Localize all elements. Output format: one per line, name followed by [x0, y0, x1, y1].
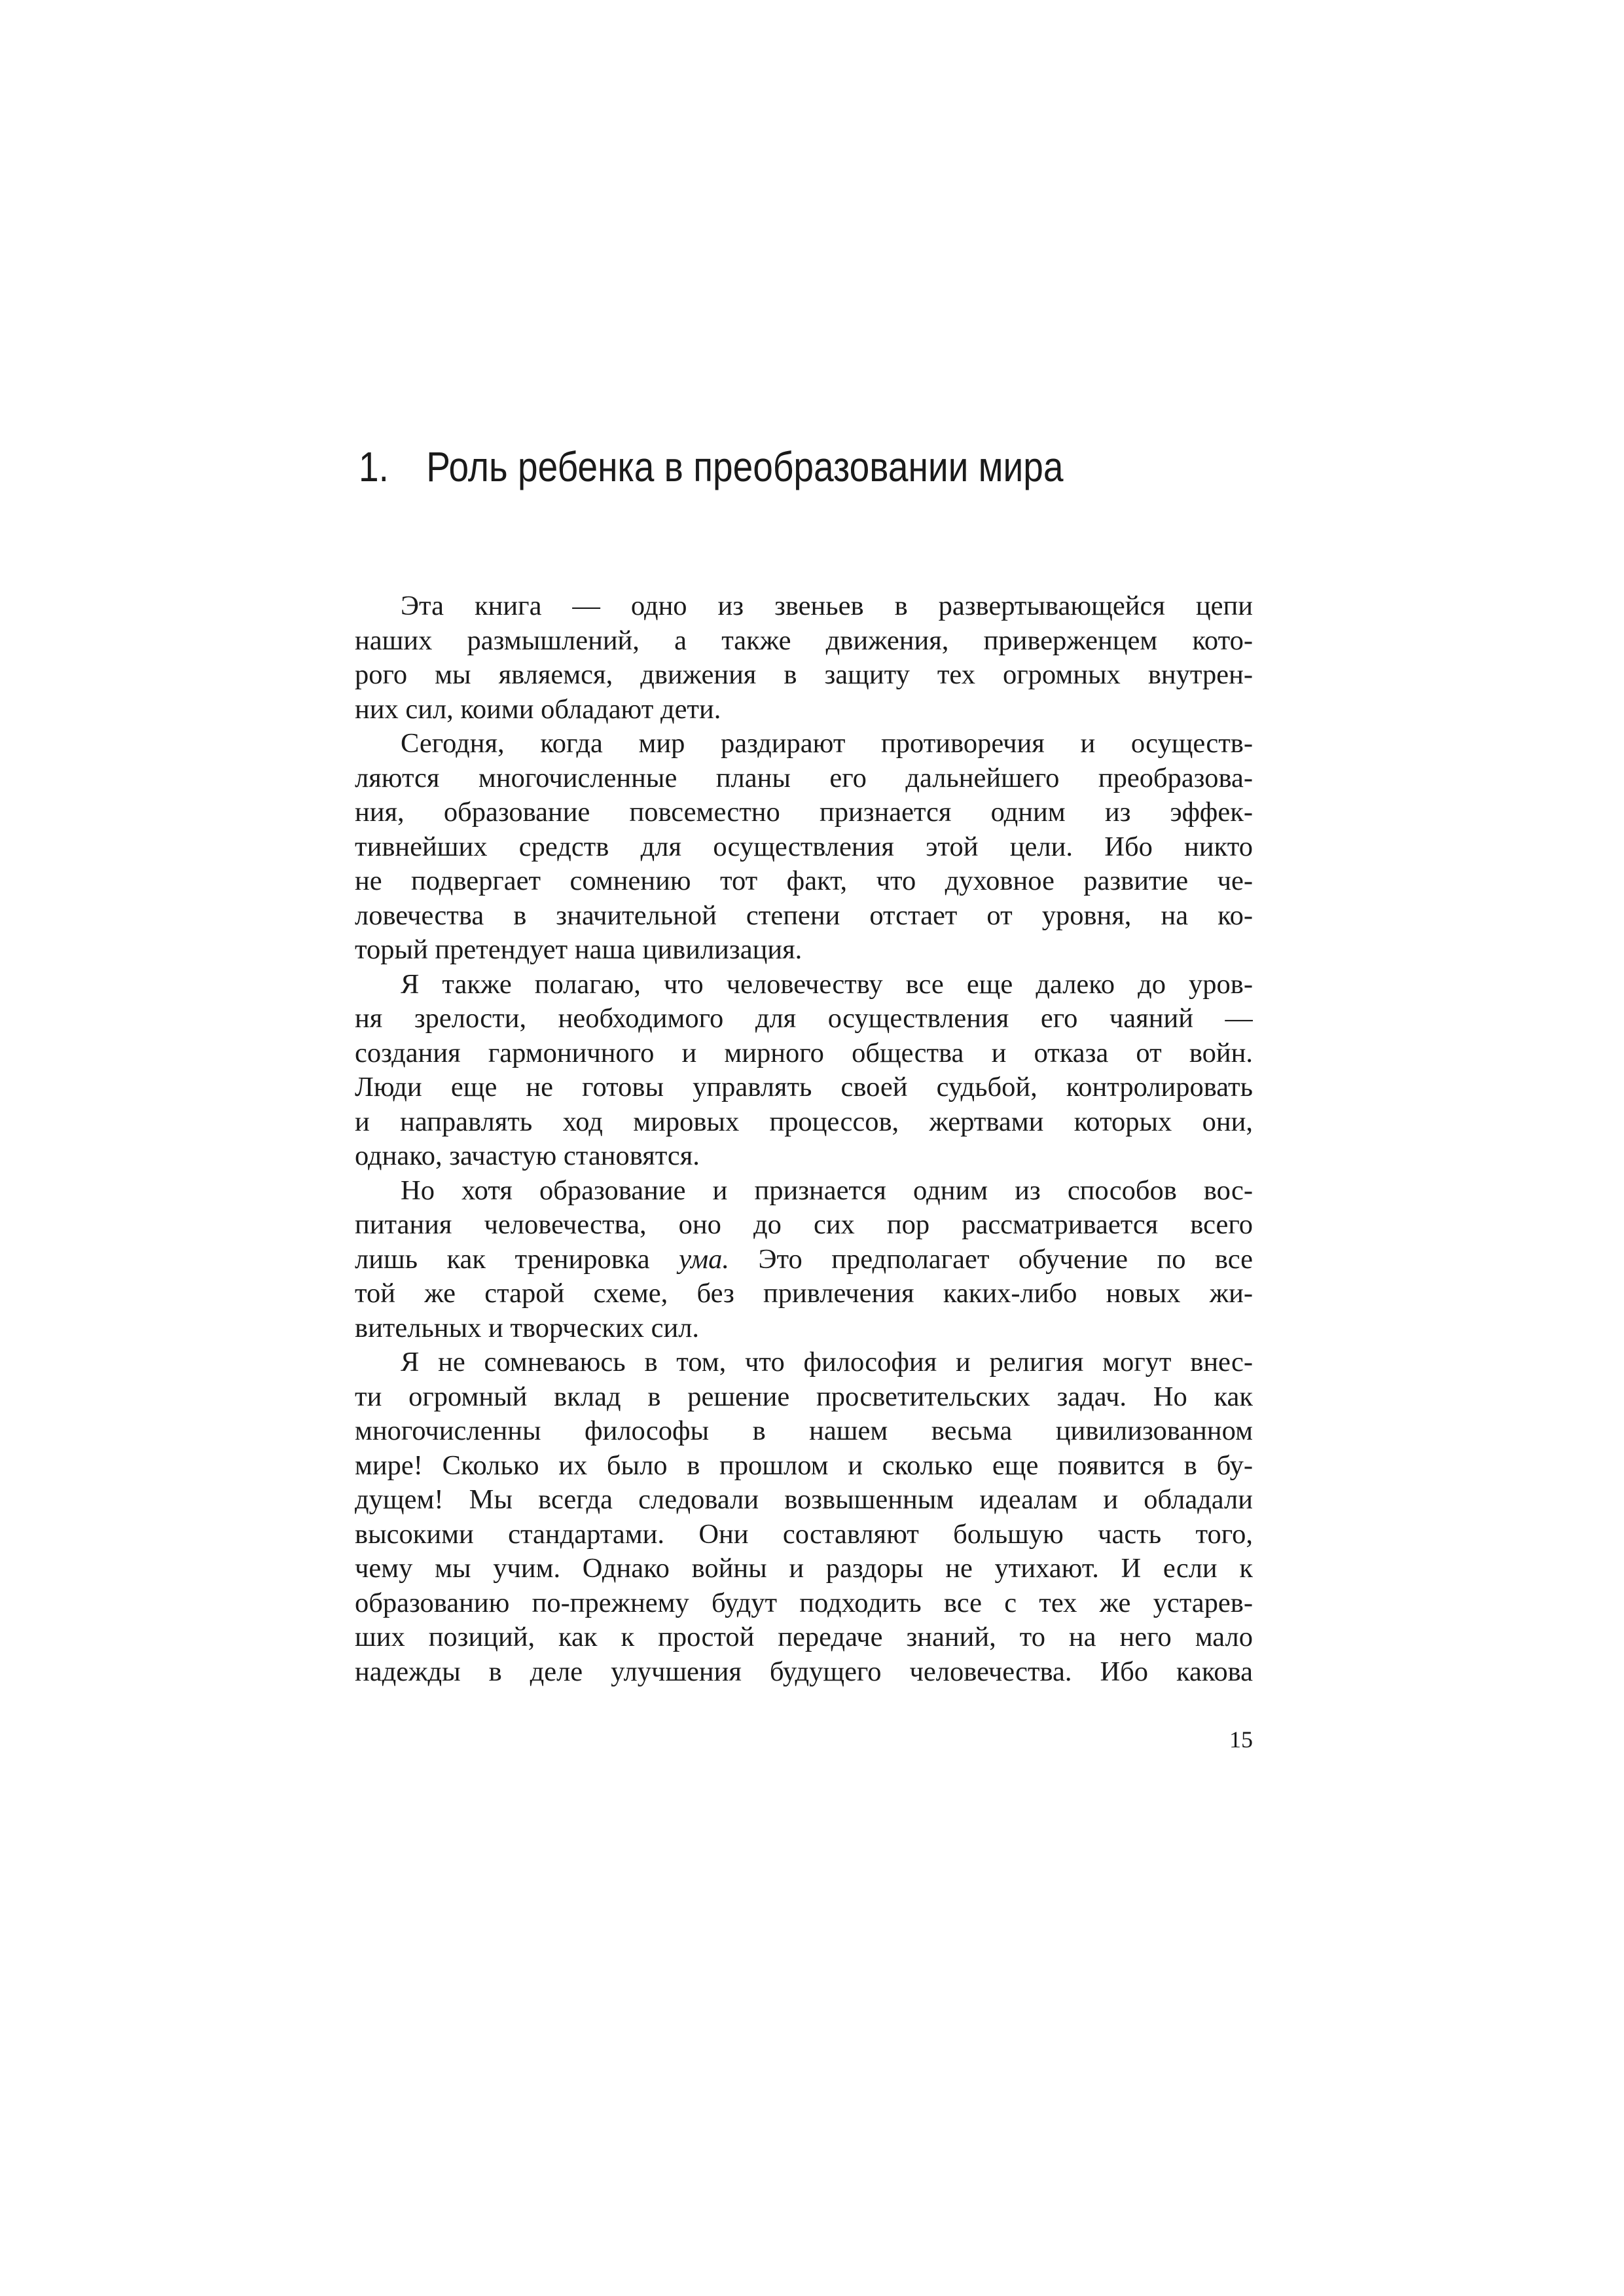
text-line: однако, зачастую становятся. — [355, 1140, 700, 1171]
text-line: ших позиций, как к простой передаче знаний, то на него мало — [355, 1622, 1253, 1652]
text-line: и направлять ход мировых процессов, жертвами которых они, — [355, 1106, 1253, 1137]
text-line: ния, образование повсеместно признается одним из эффек- — [355, 797, 1253, 828]
text-line: Люди еще не готовы управлять своей судьбой, контролировать — [355, 1072, 1253, 1102]
text-line — [355, 1243, 1253, 1277]
emphasis-text: ума. — [679, 1243, 729, 1275]
text-line: рого мы являемся, движения в защиту тех огромных внутрен- — [355, 659, 1253, 690]
text-line: чему мы учим. Однако войны и раздоры не утихают. И если к — [355, 1553, 1253, 1584]
text-segment: лишь как тренировка — [355, 1243, 679, 1275]
text-line: создания гармоничного и мирного общества и отказа от войн. — [355, 1037, 1253, 1068]
text-line: ловечества в значительной степени отстает от уровня, на ко- — [355, 900, 1253, 931]
text-line: них сил, коими обладают дети. — [355, 693, 721, 725]
text-line: торый претендует наша цивилизация. — [355, 934, 803, 965]
text-line: Эта книга — одно из звеньев в развертывающейся цепи — [401, 591, 1253, 621]
chapter-heading — [359, 441, 1147, 493]
text-line: надежды в деле улучшения будущего человечества. Ибо какова — [355, 1656, 1253, 1687]
page-number: 15 — [1229, 1726, 1253, 1753]
text-line: Я не сомневаюсь в том, что философия и религия могут внес- — [401, 1347, 1253, 1377]
text-line: мире! Сколько их было в прошлом и сколько еще появится в бу- — [355, 1449, 1253, 1481]
text-line: наших размышлений, а также движения, приверженцем кото- — [355, 625, 1253, 656]
text-line: тивнейших средств для осуществления этой цели. Ибо никто — [355, 831, 1253, 862]
text-line: ти огромный вклад в решение просветительских задач. Но как — [355, 1381, 1253, 1412]
text-line: Сегодня, когда мир раздирают противоречия и осуществ- — [401, 728, 1253, 759]
body-text — [355, 589, 1253, 1689]
chapter-number: 1. — [359, 443, 389, 490]
text-line: Я также полагаю, что человечеству все еще далеко до уров- — [401, 968, 1253, 1000]
text-line: питания человечества, оно до сих пор рассматривается всего — [355, 1209, 1253, 1240]
text-line: многочисленны философы в нашем весьма цивилизованном — [355, 1415, 1253, 1446]
text-line: той же старой схеме, без привлечения каких-либо новых жи- — [355, 1278, 1253, 1309]
text-line: высокими стандартами. Они составляют большую часть того, — [355, 1518, 1253, 1550]
text-line: ня зрелости, необходимого для осуществления его чаяний — — [355, 1003, 1253, 1034]
text-line: дущем! Мы всегда следовали возвышенным идеалам и обладали — [355, 1484, 1253, 1515]
text-line: не подвергает сомнению тот факт, что духовное развитие че- — [355, 866, 1253, 896]
text-line: ляются многочисленные планы его дальнейшего преобразова- — [355, 762, 1253, 793]
text-line: вительных и творческих сил. — [355, 1312, 700, 1343]
chapter-title: Роль ребенка в преобразовании мира — [426, 443, 1064, 490]
text-line: образованию по-прежнему будут подходить все с тех же устарев- — [355, 1587, 1253, 1618]
text-line: Но хотя образование и признается одним из способов вос- — [401, 1175, 1253, 1206]
text-segment: Это предполагает обучение по все — [729, 1243, 1253, 1275]
